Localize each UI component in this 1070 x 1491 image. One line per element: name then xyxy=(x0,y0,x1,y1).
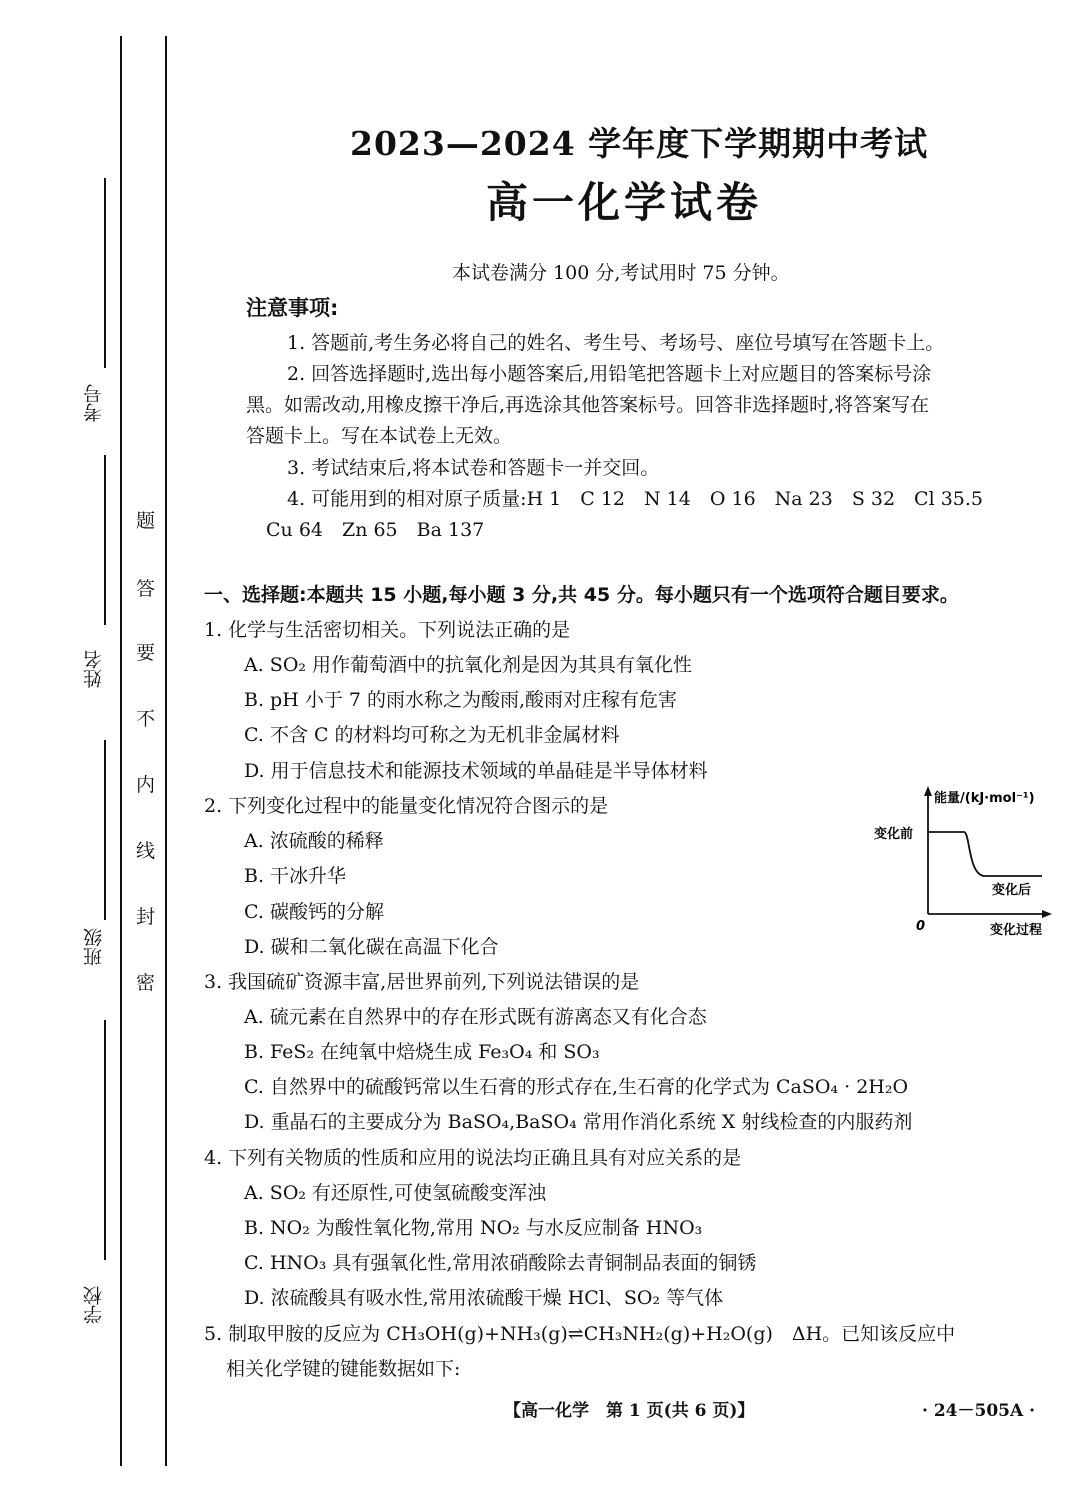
seal-char: 密 xyxy=(136,972,156,994)
note-line: Cu 64 Zn 65 Ba 137 xyxy=(266,519,485,541)
energy-diagram xyxy=(860,782,1060,942)
x-axis-arrow xyxy=(1042,910,1052,918)
note-line: 3. 考试结束后,将本试卷和答题卡一并交回。 xyxy=(287,457,660,479)
question-option: A. SO₂ 有还原性,可使氢硫酸变浑浊 xyxy=(244,1182,547,1204)
footer-page-info: 【高一化学 第 1 页(共 6 页)】 xyxy=(504,1401,755,1421)
y-axis-label: 能量/(kJ·mol⁻¹) xyxy=(934,791,1035,806)
question-option: B. 干冰升华 xyxy=(244,865,347,887)
note-line: 2. 回答选择题时,选出每小题答案后,用铅笔把答题卡上对应题目的答案标号涂 xyxy=(287,363,932,385)
exam-number-blank xyxy=(104,178,106,368)
question-option: A. SO₂ 用作葡萄酒中的抗氧化剂是因为其具有氧化性 xyxy=(244,654,693,676)
exam-number-label: 考号 xyxy=(83,384,105,422)
question-option: C. 不含 C 的材料均可称之为无机非金属材料 xyxy=(244,724,620,746)
school-blank-top xyxy=(104,1020,106,1260)
note-line: 1. 答题前,考生务必将自己的姓名、考生号、考场号、座位号填写在答题卡上。 xyxy=(287,332,945,354)
before-label: 变化前 xyxy=(874,827,914,842)
question-option: D. 碳和二氧化碳在高温下化合 xyxy=(244,936,499,958)
question-stem: 4. 下列有关物质的性质和应用的说法均正确且具有对应关系的是 xyxy=(204,1147,742,1169)
name-blank-top xyxy=(104,455,106,625)
question-option: D. 重晶石的主要成分为 BaSO₄,BaSO₄ 常用作消化系统 X 射线检查的内服药剂 xyxy=(244,1111,913,1133)
note-line: 黑。如需改动,用橡皮擦干净后,再选涂其他答案标号。回答非选择题时,将答案写在 xyxy=(246,394,930,416)
after-label: 变化后 xyxy=(992,883,1032,898)
question-stem: 2. 下列变化过程中的能量变化情况符合图示的是 xyxy=(204,795,609,817)
seal-char: 答 xyxy=(136,578,156,600)
question-stem: 1. 化学与生活密切相关。下列说法正确的是 xyxy=(204,619,571,641)
binding-line-outer xyxy=(120,36,122,1466)
exam-title: 2023—2024 学年度下学期期中考试 xyxy=(350,124,929,163)
origin-label: 0 xyxy=(916,919,926,934)
section-heading: 一、选择题:本题共 15 小题,每小题 3 分,共 45 分。每小题只有一个选项符合题目要求。 xyxy=(204,584,959,606)
y-axis-arrow xyxy=(924,786,932,796)
question-option: A. 浓硫酸的稀释 xyxy=(244,830,384,852)
footer-code: · 24－505A · xyxy=(922,1401,1036,1421)
note-line: 答题卡上。写在本试卷上无效。 xyxy=(246,425,513,447)
seal-char: 线 xyxy=(136,840,156,862)
exam-subtitle: 高一化学试卷 xyxy=(486,178,763,227)
question-stem: 3. 我国硫矿资源丰富,居世界前列,下列说法错误的是 xyxy=(204,971,640,993)
seal-char: 封 xyxy=(136,906,156,928)
seal-char: 内 xyxy=(136,774,156,796)
note-line: 4. 可能用到的相对原子质量:H 1 C 12 N 14 O 16 Na 23 S 32 Cl 35.5 xyxy=(287,488,984,510)
notes-heading: 注意事项: xyxy=(246,296,339,320)
question-stem: 5. 制取甲胺的反应为 CH₃OH(g)+NH₃(g)⇌CH₃NH₂(g)+H₂O(g) ΔH。已知该反应中 xyxy=(204,1323,956,1345)
binding-line-inner xyxy=(165,36,167,1466)
seal-char: 要 xyxy=(136,642,156,664)
question-option: D. 浓硫酸具有吸水性,常用浓硫酸干燥 HCl、SO₂ 等气体 xyxy=(244,1287,724,1309)
question-option: C. 碳酸钙的分解 xyxy=(244,901,384,923)
question-option: B. FeS₂ 在纯氧中焙烧生成 Fe₃O₄ 和 SO₃ xyxy=(244,1041,600,1063)
question-option: A. 硫元素在自然界中的存在形式既有游离态又有化合态 xyxy=(244,1006,707,1028)
exam-info: 本试卷满分 100 分,考试用时 75 分钟。 xyxy=(452,262,790,284)
energy-curve xyxy=(928,832,1042,876)
name-label: 姓名 xyxy=(83,650,105,688)
question-option: B. NO₂ 为酸性氧化物,常用 NO₂ 与水反应制备 HNO₃ xyxy=(244,1217,703,1239)
question-option: C. 自然界中的硫酸钙常以生石膏的形式存在,生石膏的化学式为 CaSO₄ · 2H₂O xyxy=(244,1076,909,1098)
class-label: 班级 xyxy=(83,928,105,966)
question-stem-cont: 相关化学键的键能数据如下: xyxy=(226,1358,461,1380)
seal-char: 题 xyxy=(136,510,156,532)
class-blank-top xyxy=(104,740,106,920)
question-option: D. 用于信息技术和能源技术领域的单晶硅是半导体材料 xyxy=(244,760,708,782)
question-option: C. HNO₃ 具有强氧化性,常用浓硝酸除去青铜制品表面的铜锈 xyxy=(244,1252,757,1274)
question-option: B. pH 小于 7 的雨水称之为酸雨,酸雨对庄稼有危害 xyxy=(244,689,678,711)
x-axis-label: 变化过程 xyxy=(990,923,1043,938)
school-label: 学校 xyxy=(83,1286,105,1324)
seal-char: 不 xyxy=(136,708,156,730)
